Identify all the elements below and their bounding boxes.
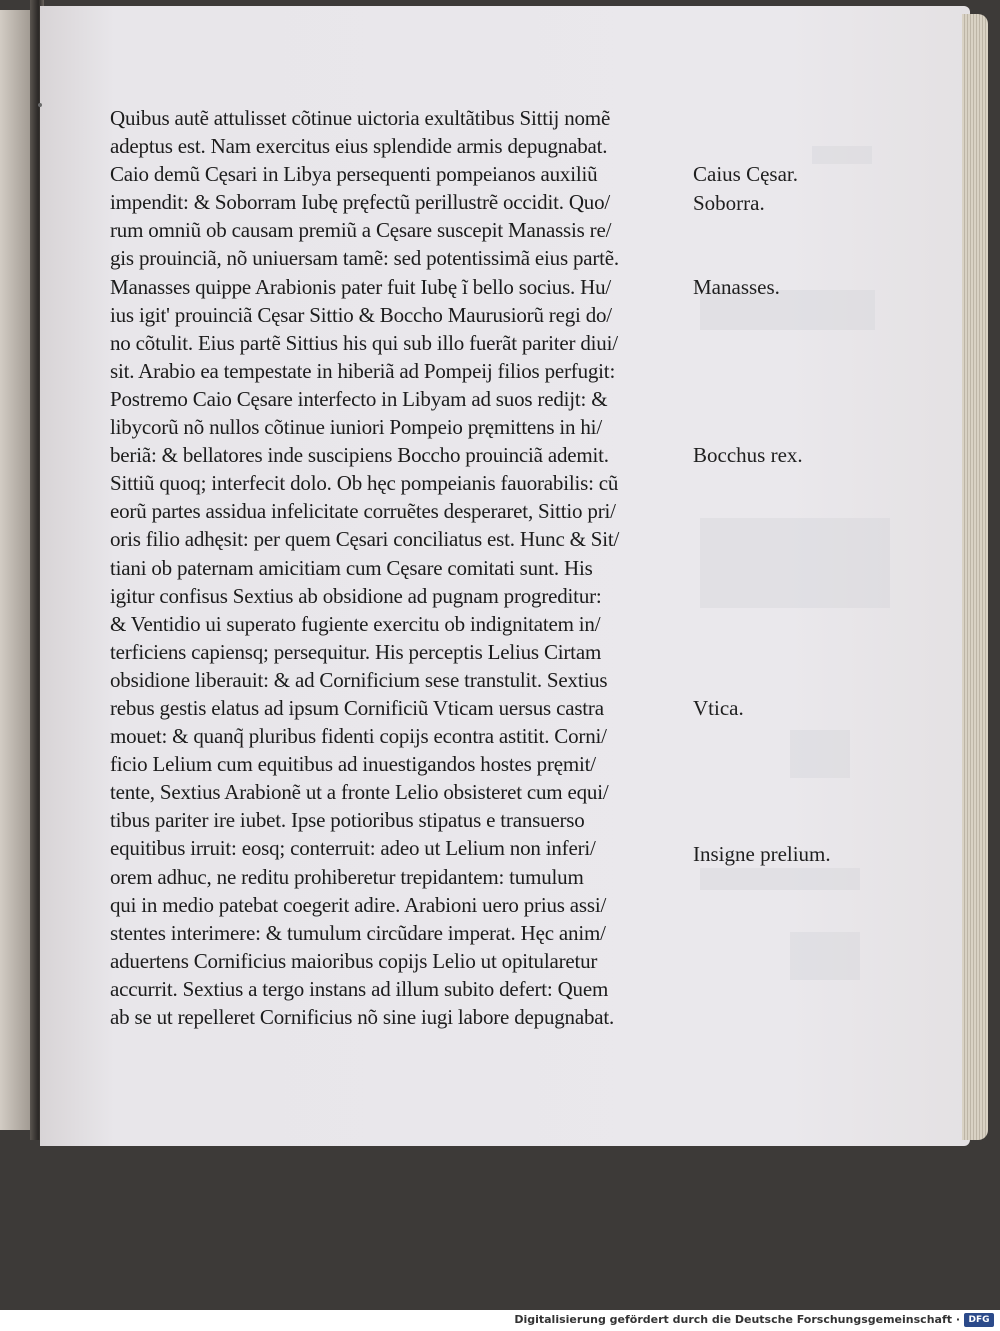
dfg-logo: DFG	[964, 1313, 994, 1327]
margin-note-caius-cesar: Caius Cęsar.	[693, 162, 798, 186]
text-line: Manasses quippe Arabionis pater fuit Iubę ĩ bello socius. Hu/	[110, 274, 612, 299]
text-line: rebus gestis elatus ad ipsum Cornificiũ Vticam uersus castra	[110, 695, 604, 720]
text-line: beriã: & bellatores inde suscipiens Boccho prouinciã ademit.	[110, 443, 609, 468]
bleed-through-mark	[790, 932, 860, 980]
text-line: & Ventidio ui superato fugiente exercitu ob indignitatem in/	[110, 611, 601, 636]
bleed-through-mark	[700, 518, 890, 608]
text-line: Postremo Caio Cęsare interfecto in Libyam ad suos redijt: &	[110, 386, 608, 411]
ink-speck	[38, 103, 42, 107]
text-line: impendit: & Soborram Iubę pręfectũ perillustrẽ occidit. Quo/	[110, 190, 611, 215]
main-text-block	[110, 104, 680, 1031]
margin-note-soborra: Soborra.	[693, 191, 765, 215]
footer-bar	[0, 1310, 1000, 1331]
bleed-through-mark	[700, 868, 860, 890]
text-line: libycorũ nõ nullos cõtinue iuniori Pompeio pręmittens in hi/	[110, 415, 602, 440]
text-line: Caio demũ Cęsari in Libya persequenti pompeianos auxiliũ	[110, 162, 598, 187]
margin-note-utica: Vtica.	[693, 696, 744, 720]
text-line: eorũ partes assidua infelicitate corruẽtes desperaret, Sittio pri/	[110, 499, 616, 524]
bleed-through-mark	[812, 146, 872, 164]
text-line: aduertens Cornificius maioribus copijs Lelio ut opitularetur	[110, 948, 598, 973]
margin-note-insigne-prelium: Insigne prelium.	[693, 842, 831, 866]
text-line: mouet: & quanq̃ pluribus fidenti copijs econtra astitit. Corni/	[110, 724, 607, 749]
text-line: no cõtulit. Eius partẽ Sittius his qui sub illo fuerãt pariter diui/	[110, 330, 618, 355]
text-line: gis prouinciã, nõ uniuersam tamẽ: sed potentissimã eius partẽ.	[110, 246, 619, 271]
text-line: ficio Lelium cum equitibus ad inuestigandos hostes pręmit/	[110, 752, 596, 777]
text-line: rum omniũ ob causam premiũ a Cęsare suscepit Manassis re/	[110, 218, 612, 243]
text-line: ab se ut repelleret Cornificius nõ sine iugi labore depugnabat.	[110, 1005, 615, 1029]
margin-note-bocchus-rex: Bocchus rex.	[693, 443, 803, 467]
text-line: ius igit' prouinciã Cęsar Sittio & Boccho Maurusiorũ regi do/	[110, 302, 612, 327]
margin-note-manasses: Manasses.	[693, 275, 780, 299]
text-line: tente, Sextius Arabionẽ ut a fronte Lelio obsisteret cum equi/	[110, 780, 609, 805]
text-line: Quibus autẽ attulisset cõtinue uictoria exultãtibus Sittij nomẽ	[110, 106, 611, 130]
bleed-through-mark	[790, 730, 850, 778]
text-line: adeptus est. Nam exercitus eius splendide armis depugnabat.	[110, 134, 608, 159]
text-line: equitibus irruit: eosq; conterruit: adeo ut Lelium non inferi/	[110, 836, 596, 861]
text-line: accurrit. Sextius a tergo instans ad illum subito defert: Quem	[110, 976, 609, 1001]
text-line: sit. Arabio ea tempestate in hiberiã ad Pompeij filios perfugit:	[110, 358, 616, 383]
page-block-edge	[962, 14, 988, 1140]
text-line: qui in medio patebat coegerit adire. Arabioni uero prius assi/	[110, 892, 607, 917]
funding-credit: Digitalisierung gefördert durch die Deutsche Forschungsgemeinschaft ·	[514, 1313, 960, 1326]
text-line: stentes interimere: & tumulum circũdare imperat. Hęc anim/	[110, 920, 606, 945]
text-line: tibus pariter ire iubet. Ipse potioribus stipatus e transuerso	[110, 808, 585, 833]
text-line: orem adhuc, ne reditu prohiberetur trepidantem: tumulum	[110, 864, 584, 889]
text-line: tiani ob paternam amicitiam cum Cęsare comitati sunt. His	[110, 555, 593, 580]
text-line: oris filio adhęsit: per quem Cęsari conciliatus est. Hunc & Sit/	[110, 527, 620, 552]
text-line: igitur confisus Sextius ab obsidione ad pugnam progreditur:	[110, 583, 602, 608]
text-line: terficiens capiensq; persequitur. His perceptis Lelius Cirtam	[110, 639, 602, 664]
text-line: Sittiũ quoq; interfecit dolo. Ob hęc pompeianis fauorabilis: cũ	[110, 471, 619, 496]
text-line: obsidione liberauit: & ad Cornificium sese transtulit. Sextius	[110, 667, 608, 692]
